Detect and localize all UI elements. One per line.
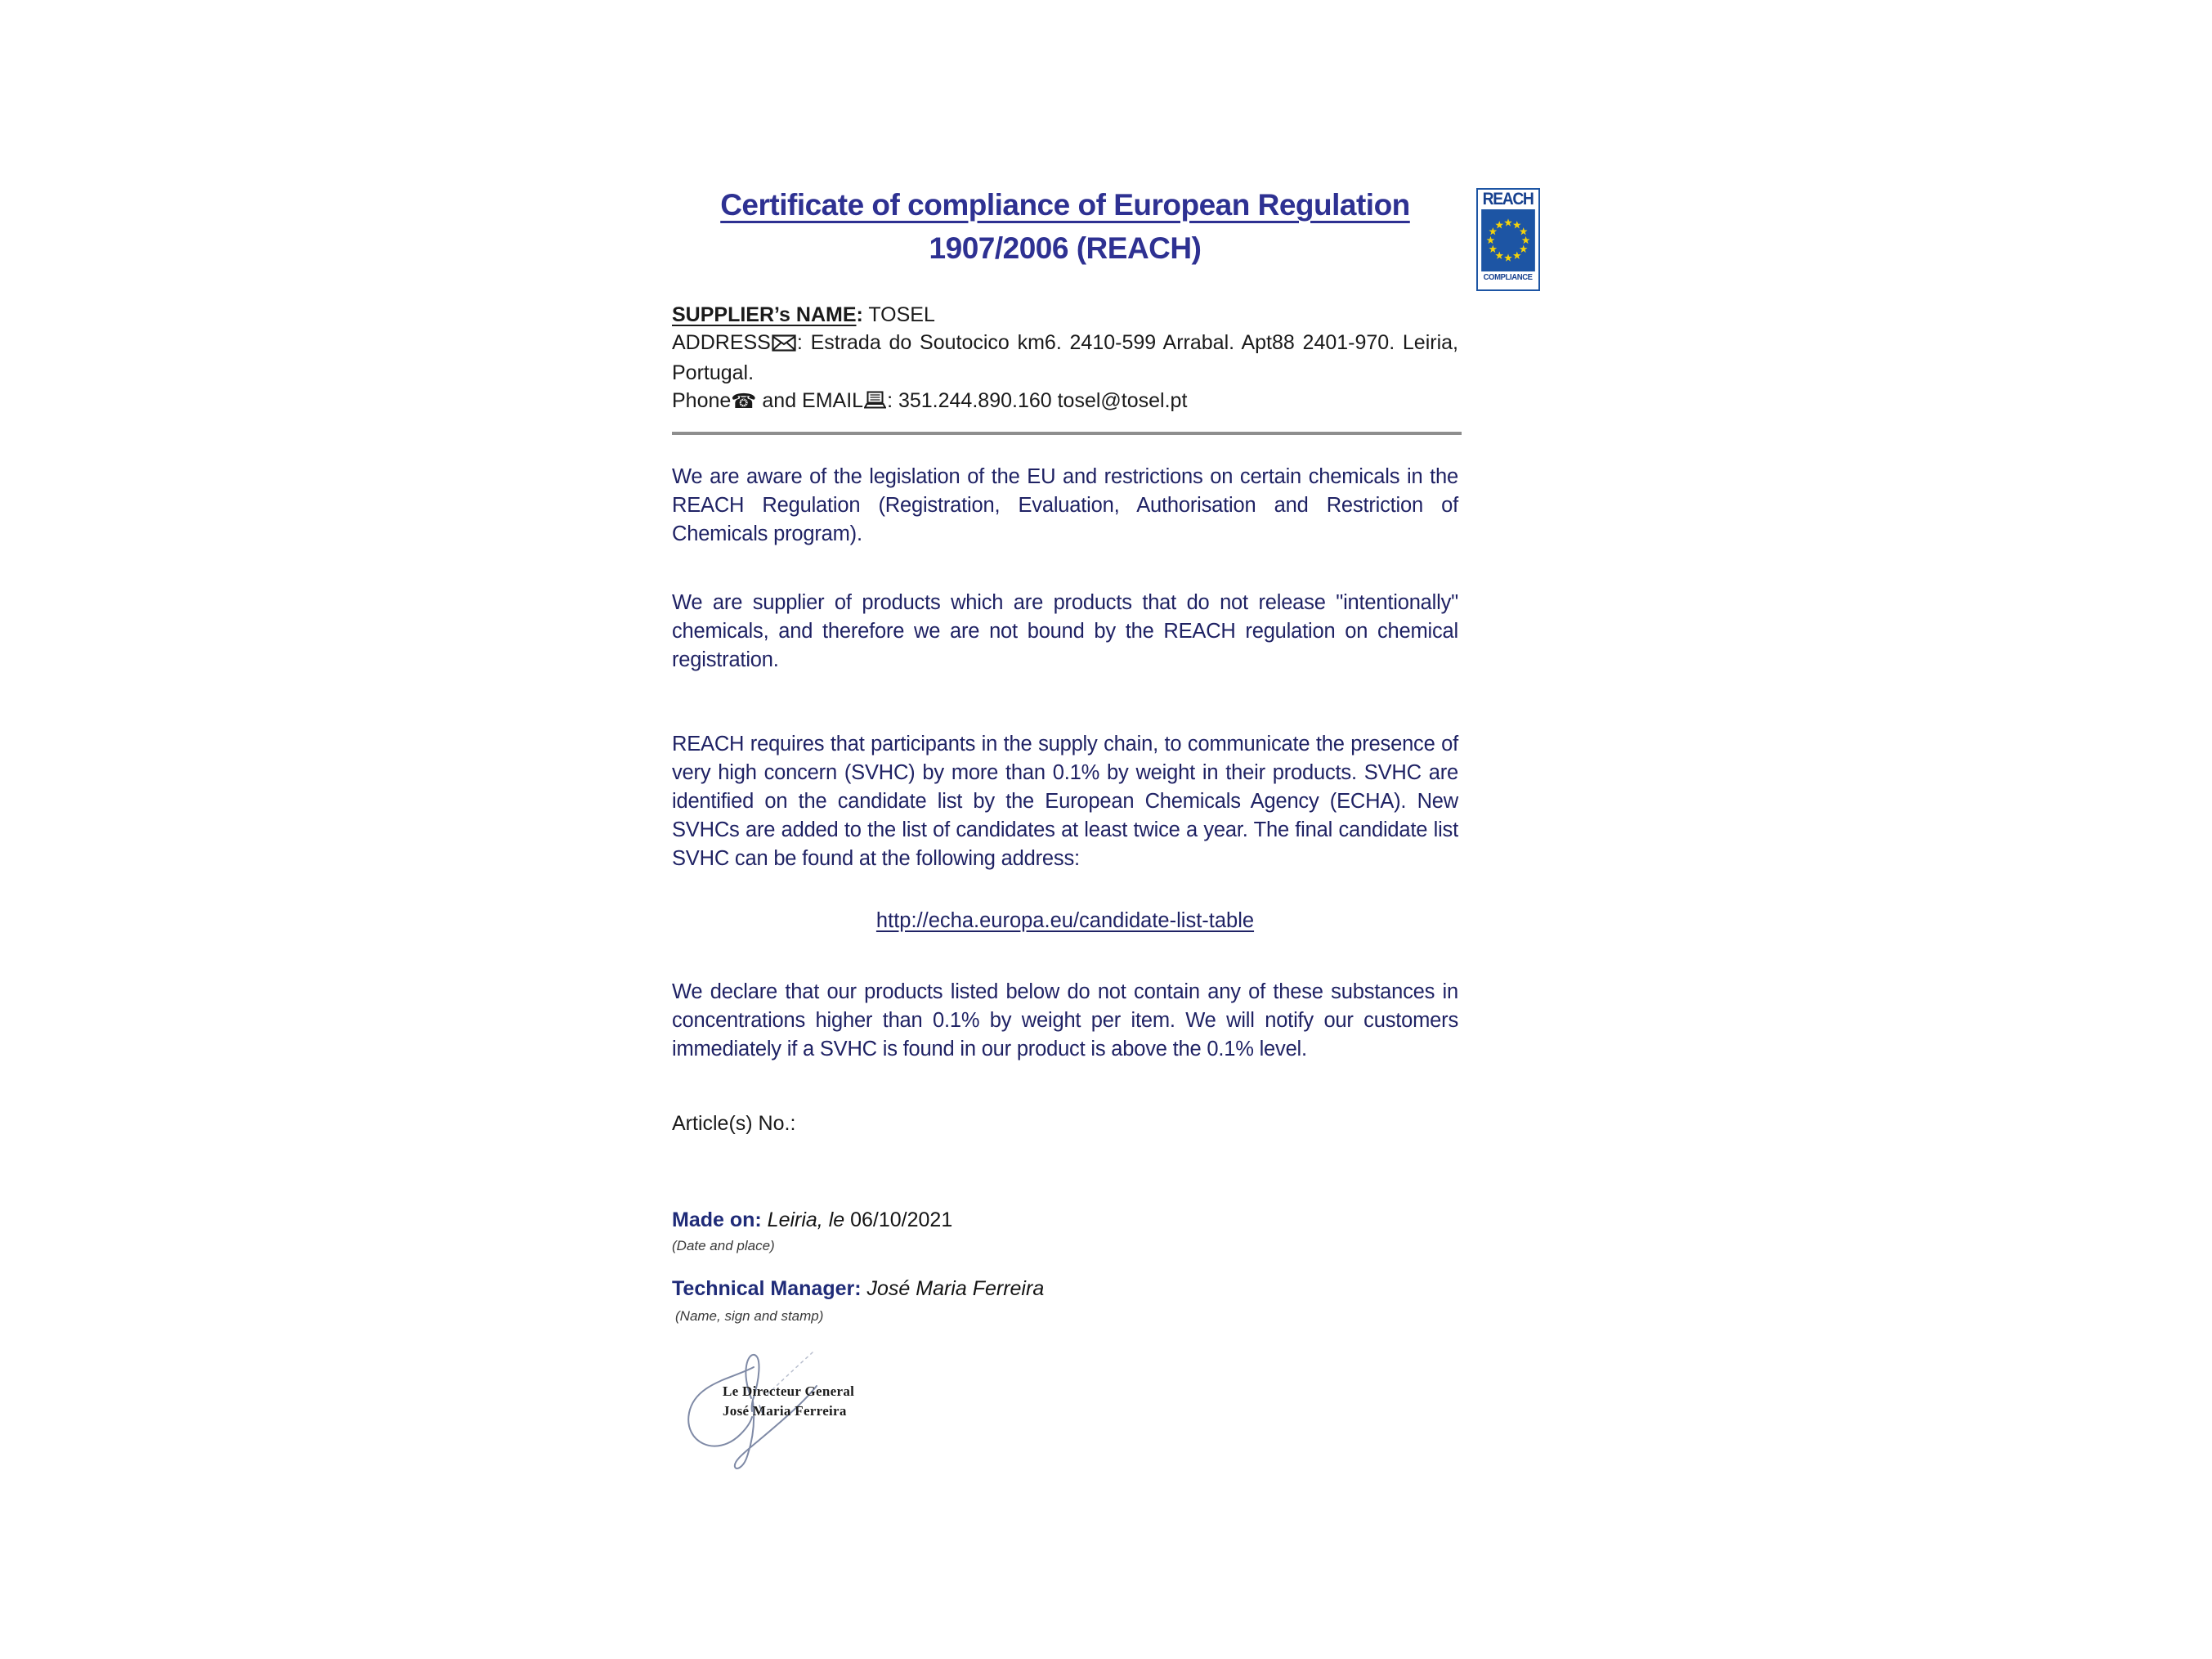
date-place-note: (Date and place) [672,1238,775,1253]
candidate-list-link[interactable]: http://echa.europa.eu/candidate-list-table [875,909,1255,932]
made-on-row [672,1208,952,1232]
supplier-name-colon: : [856,303,863,326]
title-line-2: 1907/2006 (REACH) [929,231,1202,265]
body-paragraph-1: We are aware of the legislation of the EU and restrictions on certain chemicals in the REACH Regulation (Registration, Evaluation, Authorisation and Restriction of Chemicals program). [672,465,1458,545]
candidate-list-link-row [672,909,1458,933]
technical-manager-name: José Maria Ferreira [861,1277,1045,1300]
supplier-name-value: TOSEL [862,303,935,326]
reach-compliance-logo [1476,188,1540,291]
body-paragraph-3: REACH requires that participants in the supply chain, to communicate the presence of very high concern (SVHC) by more than 0.1% by weight in their products. SVHC are identified on the candidate list by the European Chemicals Agency (ECHA). New SVHCs are added to the list of candidates at least twice a year. The final candidate list SVHC can be found at the following address: [672,733,1458,870]
supplier-name-row [672,301,1458,329]
signature-name-line: José Maria Ferreira [723,1403,847,1419]
envelope-icon [772,331,796,359]
address-label: ADDRESS [672,331,771,354]
made-on-label: Made on: [672,1208,762,1231]
phone-label: Phone [672,389,732,412]
articles-number-label: Article(s) No.: [672,1112,796,1135]
technical-manager-label: Technical Manager: [672,1277,862,1300]
contact-value: : 351.244.890.160 tosel@tosel.pt [887,389,1188,412]
signature-block [680,1346,860,1485]
supplier-contact-row [672,387,1458,417]
computer-icon [864,389,886,417]
made-on-place: Leiria, le [761,1208,845,1231]
divider [672,432,1462,435]
name-sign-stamp-note: (Name, sign and stamp) [675,1308,824,1324]
supplier-address-row [672,329,1458,387]
eu-stars-icon [1481,209,1535,271]
signature-stamp-text [723,1382,854,1421]
body-paragraph-4: We declare that our products listed below do not contain any of these substances in concentrations higher than 0.1% by weight per item. We will notify our customers immediately if a SVHC is found in our product is above the 0.1% level. [672,980,1458,1060]
telephone-icon: ☎ [731,389,757,413]
supplier-block [672,301,1458,417]
made-on-date: 06/10/2021 [844,1208,953,1231]
and-email-label: and EMAIL [756,389,864,412]
technical-manager-row [672,1277,1044,1301]
address-value: : Estrada do Soutocico km6. 2410-599 Arrabal. Apt88 2401-970. Leiria, Portugal. [672,331,1458,384]
reach-logo-text: REACH [1483,190,1534,208]
page-title [672,183,1458,270]
title-line-1: Certificate of compliance of European Regulation [720,188,1410,222]
supplier-name-label: SUPPLIER’s NAME [672,303,857,326]
body-paragraph-2: We are supplier of products which are products that do not release "intentionally" chemicals, and therefore we are not bound by the REACH regulation on chemical registration. [672,591,1458,671]
compliance-logo-text: COMPLIANCE [1483,273,1534,282]
signature-title-line: Le Directeur General [723,1383,855,1399]
